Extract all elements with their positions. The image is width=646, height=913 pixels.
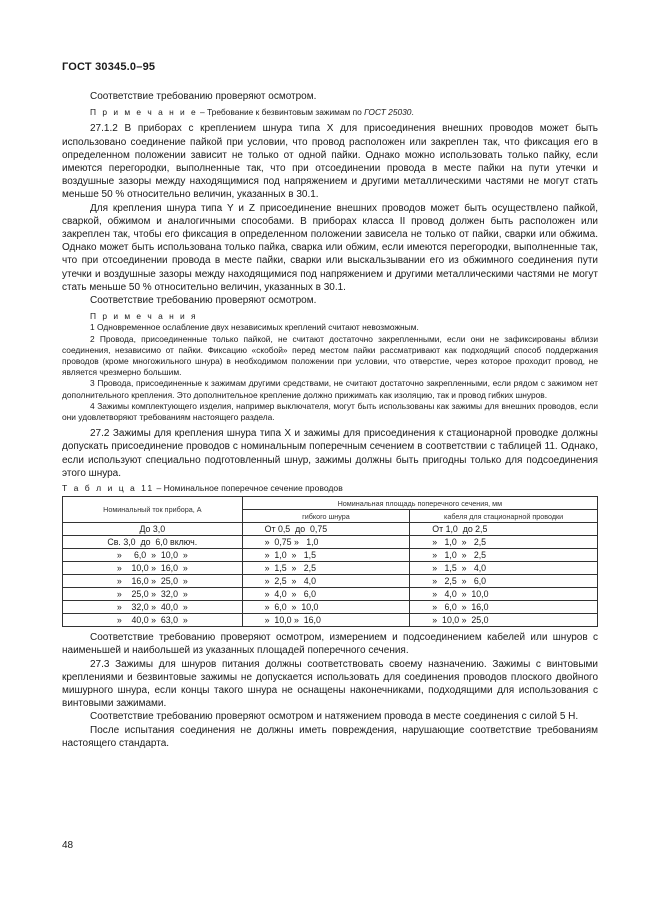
cell-fixed: » 10,0 » 25,0 bbox=[410, 614, 598, 627]
paragraph: Соответствие требованию проверяют осмотром и натяжением провода в месте соединения с силой 5 Н. bbox=[90, 711, 579, 723]
note-reference: ГОСТ 25030 bbox=[364, 107, 412, 118]
cell-current: » 16,0 » 25,0 » bbox=[63, 575, 243, 588]
cell-current: » 10,0 » 16,0 » bbox=[63, 562, 243, 575]
cell-fixed: От 1,0 до 2,5 bbox=[410, 523, 598, 536]
col-header-flex: гибкого шнура bbox=[242, 510, 410, 523]
note-end: . bbox=[411, 107, 414, 118]
note-label: П р и м е ч а н и е bbox=[90, 107, 198, 118]
note-item: 3 Провода, присоединенные к зажимам другими средствами, не считают достаточно закрепленными, если рядом с зажимом нет дополнительного крепления. Это дополнительное крепление должно прижимать как изоляцию, так и провод гибких шнуров. bbox=[62, 378, 598, 400]
paragraph-27-3: 27.3 Зажимы для шнуров питания должны соответствовать своему назначению. Зажимы с винтовыми креплениями и безвинтовые зажимы не допускается использовать для соединения проводов плоского двойного мишурного шнура, если концы такого шнура не оснащены наконечниками, подходящими для использования с винтовыми зажимами. bbox=[62, 658, 598, 710]
cell-current: » 40,0 » 63,0 » bbox=[63, 614, 243, 627]
col-header-group: Номинальная площадь поперечного сечения, мм bbox=[242, 497, 597, 510]
paragraph: Соответствие требованию проверяют осмотром. bbox=[90, 295, 317, 307]
cell-flex: От 0,5 до 0,75 bbox=[242, 523, 410, 536]
page-number: 48 bbox=[62, 840, 74, 851]
cell-current: » 25,0 » 32,0 » bbox=[63, 588, 243, 601]
cell-current: Св. 3,0 до 6,0 включ. bbox=[63, 536, 243, 549]
table-row bbox=[63, 536, 598, 549]
page-body bbox=[62, 90, 598, 750]
cell-flex: » 1,5 » 2,5 bbox=[242, 562, 410, 575]
cell-fixed: » 2,5 » 6,0 bbox=[410, 575, 598, 588]
cell-flex: » 0,75 » 1,0 bbox=[242, 536, 410, 549]
paragraph: После испытания соединения не должны иметь повреждения, нарушающие соответствие требованиям настоящего стандарта. bbox=[62, 724, 598, 749]
table-row bbox=[63, 562, 598, 575]
cell-current: До 3,0 bbox=[63, 523, 243, 536]
note-item: 1 Одновременное ослабление двух независимых креплений считают невозможным. bbox=[90, 322, 419, 333]
cell-current: » 32,0 » 40,0 » bbox=[63, 601, 243, 614]
paragraph: Соответствие требованию проверяют осмотром. bbox=[90, 91, 317, 102]
col-header-current: Номинальный ток прибора, А bbox=[63, 497, 243, 523]
note-item: 2 Провода, присоединенные только пайкой, не считают достаточно закрепленными, если они не зафиксированы вблизи соединения, независимо от пайки. Фиксацию «скобой» перед местом пайки рассматривают как подходящий способ поддержания проводов (кроме многожильного шнура) в необходимом положении при условии, что отверстие, через которое проходит провод, не является чрезмерно большим. bbox=[62, 333, 598, 378]
cell-fixed: » 4,0 » 10,0 bbox=[410, 588, 598, 601]
table-row bbox=[63, 614, 598, 627]
standard-header: ГОСТ 30345.0–95 bbox=[62, 61, 156, 73]
note-text: – Требование к безвинтовым зажимам по bbox=[197, 107, 365, 118]
table-row bbox=[63, 601, 598, 614]
cell-flex: » 6,0 » 10,0 bbox=[242, 601, 410, 614]
cell-flex: » 10,0 » 16,0 bbox=[242, 614, 410, 627]
table-caption-label: Т а б л и ц а 11 bbox=[62, 483, 155, 494]
paragraph: Для крепления шнура типа Y и Z присоединение внешних проводов может быть осуществлено пайкой, сваркой, обжимом и аналогичными способами. В приборах класса II провод должен быть расположен или закреплен так, чтобы его фиксация в определенном положении зависела не только от пайки, сварки или обжима. Однако может быть использована только пайка, сварка или обжим, если имеются перегородки, выполненные так, что при отсоединении провода в месте пайки, сварки или выскальзывании его из обжимного соединения пути утечки и воздушные зазоры между находящимися под напряжением и другими металлическими частями не могут стать меньше 50 % относительно величин, указанных в 30.1. bbox=[62, 202, 598, 293]
cell-fixed: » 6,0 » 16,0 bbox=[410, 601, 598, 614]
cell-fixed: » 1,5 » 4,0 bbox=[410, 562, 598, 575]
col-header-fixed: кабеля для стационарной проводки bbox=[410, 510, 598, 523]
table-caption-text: – Номинальное поперечное сечение проводов bbox=[154, 483, 343, 494]
paragraph-27-1-2: 27.1.2 В приборах с креплением шнура типа X для присоединения внешних проводов может быть использовано соединение пайкой при условии, что провод расположен или закреплен так, что фиксация его в определенном положении зависит не только от одной пайки. Однако можно использовать только пайку, если имеются перегородки, выполненные так, что при отсоединении провода в месте пайки на пути утечки и воздушные зазоры между находящимися под напряжением и другими металлическими частями не могут стать меньше 50 % относительно величин, указанных в 30.1. bbox=[62, 123, 598, 201]
cell-flex: » 1,0 » 1,5 bbox=[242, 549, 410, 562]
cell-fixed: » 1,0 » 2,5 bbox=[410, 549, 598, 562]
cell-fixed: » 1,0 » 2,5 bbox=[410, 536, 598, 549]
table-row bbox=[63, 549, 598, 562]
table-caption bbox=[62, 483, 598, 494]
cell-current: » 6,0 » 10,0 » bbox=[63, 549, 243, 562]
table-row bbox=[63, 575, 598, 588]
cell-flex: » 2,5 » 4,0 bbox=[242, 575, 410, 588]
note-item: 4 Зажимы комплектующего изделия, например выключателя, могут быть использованы как зажимы для внешних проводов, если они удовлетворяют требованиям настоящего раздела. bbox=[62, 400, 598, 423]
table-row bbox=[63, 588, 598, 601]
cell-flex: » 4,0 » 6,0 bbox=[242, 588, 410, 601]
table-header-row bbox=[63, 497, 598, 510]
table-row bbox=[63, 523, 598, 536]
cross-section-table bbox=[62, 496, 598, 627]
note-single bbox=[62, 107, 598, 118]
paragraph-27-2: 27.2 Зажимы для крепления шнура типа X и зажимы для присоединения к стационарной проводке должны допускать присоединение проводов с номинальным поперечным сечением в соответствии с таблицей 11. Однако, если используют специально подготовленный шнур, зажимы должны быть пригодны только для подсоединения этого шнура. bbox=[62, 428, 598, 479]
paragraph: Соответствие требованию проверяют осмотром, измерением и подсоединением кабелей или шнуров с наименьшей и наибольшей из указанных площадей поперечного сечения. bbox=[62, 632, 598, 657]
notes-label: П р и м е ч а н и я bbox=[90, 311, 198, 322]
